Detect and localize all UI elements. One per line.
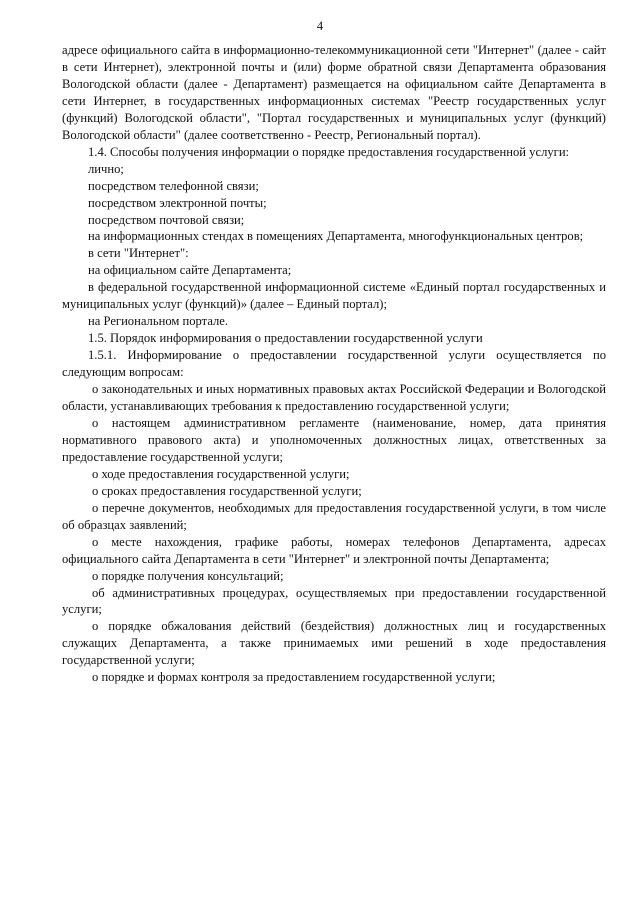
- list-item-regulation: о настоящем административном регламенте (наименование, номер, дата принятия нормативного правового акта) и уполномоченных должностных лицах, ответственных за предоставление государственной услуги;: [62, 415, 606, 464]
- paragraph-1-5-1: 1.5.1. Информирование о предоставлении государственной услуги осуществляется по следующим вопросам:: [62, 348, 606, 380]
- list-item-phone: посредством телефонной связи;: [88, 178, 259, 193]
- list-item-control: о порядке и формах контроля за предоставлением государственной услуги;: [92, 670, 496, 685]
- list-item-consultations: о порядке получения консультаций;: [92, 568, 284, 583]
- list-item-location: о месте нахождения, графике работы, номерах телефонов Департамента, адресах официального сайта Департамента в сети "Интернет" и электронной почты Департамента;: [62, 534, 606, 566]
- paragraph-1-4-heading: 1.4. Способы получения информации о порядке предоставления государственной услуги:: [88, 144, 570, 159]
- list-item-in-person: лично;: [88, 161, 124, 176]
- paragraph-1-5-heading: 1.5. Порядок информирования о предоставлении государственной услуги: [88, 331, 483, 346]
- list-item-unified-portal: в федеральной государственной информационной системе «Единый портал государственных и муниципальных услуг (функций)» (далее – Единый портал);: [62, 280, 606, 312]
- page-number: 4: [316, 19, 324, 33]
- paragraph-website-address: адресе официального сайта в информационно-телекоммуникационной сети "Интернет" (далее - сайт в сети Интернет), электронной почты и (или) форме обратной связи Департамента образования Вологодской области (далее - Департамент) размещается на официальном сайте Департамента в сети Интернет, в государственных информационных системах "Реестр государственных услуг (функций) Вологодской области", "Портал государственных и муниципальных услуг (функций) Вологодской области" (далее соответственно - Реестр, Региональный портал).: [62, 43, 606, 142]
- document-body: [62, 42, 606, 686]
- list-item-regional-portal: на Региональном портале.: [88, 314, 229, 329]
- list-item-stands: на информационных стендах в помещениях Департамента, многофункциональных центров;: [88, 229, 584, 244]
- list-item-progress: о ходе предоставления государственной услуги;: [92, 466, 350, 481]
- list-item-terms: о сроках предоставления государственной услуги;: [92, 483, 362, 498]
- list-item-documents: о перечне документов, необходимых для предоставления государственной услуги, в том числе об образцах заявлений;: [62, 500, 606, 532]
- list-item-procedures: об административных процедурах, осуществляемых при предоставлении государственной услуги;: [62, 585, 606, 617]
- list-item-appeals: о порядке обжалования действий (бездействия) должностных лиц и государственных служащих Департамента, а также принимаемых ими решений в ходе предоставления государственной услуги;: [62, 619, 606, 668]
- list-item-official-site: на официальном сайте Департамента;: [88, 263, 292, 278]
- list-item-email: посредством электронной почты;: [88, 195, 267, 210]
- list-item-post: посредством почтовой связи;: [88, 212, 245, 227]
- list-item-legislation: о законодательных и иных нормативных правовых актах Российской Федерации и Вологодской области, устанавливающих требования к предоставлению государственной услуги;: [62, 382, 606, 414]
- list-item-internet: в сети "Интернет":: [88, 246, 189, 261]
